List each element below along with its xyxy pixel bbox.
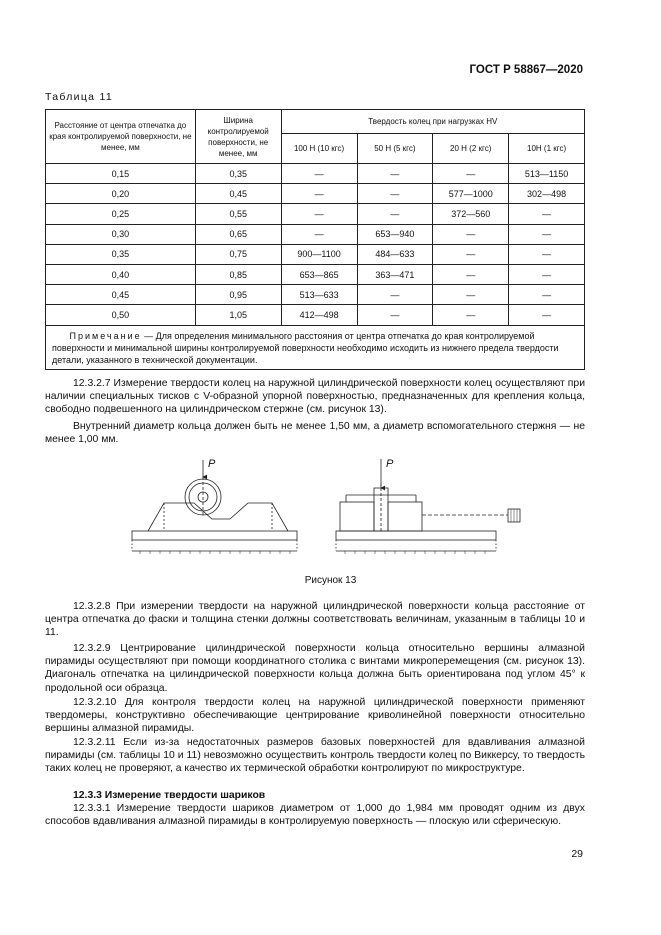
table-cell: —: [509, 264, 585, 284]
table-row: [46, 184, 585, 204]
table-cell: 0,50: [46, 305, 196, 325]
left-vise-view: [132, 460, 297, 554]
table-cell: 363—471: [357, 264, 433, 284]
paragraph-12-3-2-8: 12.3.2.8 При измерении твердости на наружной цилиндрической поверхности кольца расстояние от центра отпечатка до фаски и толщина стенки должны соответствовать величинам, указанным в таблицы 10 и 11.: [45, 601, 585, 639]
paragraph-12-3-2-10: 12.3.2.10 Для контроля твердости колец на наружной цилиндрической поверхности применяют твердомеры, конструктивно обеспечивающие центрирование криволинейной поверхности относительно вершины алмазной пирамиды.: [45, 697, 585, 735]
table-cell: —: [433, 244, 509, 264]
table-cell: —: [509, 285, 585, 305]
table-cell: 0,85: [195, 264, 281, 284]
table-row: [46, 244, 585, 264]
page-number: 29: [571, 848, 583, 860]
figure-caption: Рисунок 13: [304, 575, 357, 586]
note-text: — Для определения минимального расстояния от центра отпечатка до края контролируемой поверхности и минимальной ширины контролируемой поверхности необходимо исходить из нижнего предела твердости детали, указанного в технической документации.: [52, 330, 559, 365]
table-cell: 1,05: [195, 305, 281, 325]
table-cell: 0,45: [195, 184, 281, 204]
table-cell: 0,30: [46, 224, 196, 244]
table-row: [46, 264, 585, 284]
table-cell: 0,55: [195, 204, 281, 224]
table-cell: 0,45: [46, 285, 196, 305]
table-row: [46, 224, 585, 244]
force-label-left: P: [208, 458, 216, 470]
table-cell: —: [281, 164, 357, 184]
paragraph-inner-diameter: Внутренний диаметр кольца должен быть не менее 1,50 мм, а диаметр вспомогательного стержня — не менее 1,00 мм.: [45, 421, 585, 446]
table-note-row: [46, 325, 585, 369]
section-heading-12-3-3: 12.3.3 Измерение твердости шариков: [73, 790, 266, 801]
table-cell: —: [357, 305, 433, 325]
table-cell: —: [509, 244, 585, 264]
paragraph-12-3-2-11: 12.3.2.11 Если из-за недостаточных размеров базовых поверхностей для вдавливания алмазной пирамиды (см. таблицы 10 и 11) невозможно осуществить контроль твердости колец по Виккерсу, то твердость таких колец не проверяют, а качество их термической обработки контролируют по микроструктуре.: [45, 737, 585, 775]
table-cell: —: [433, 224, 509, 244]
right-vise-view: [336, 459, 520, 554]
table-cell: —: [357, 184, 433, 204]
col-width-header: Ширина контролируемой поверхности, не менее, мм: [195, 110, 281, 164]
col-distance-header: Расстояние от центра отпечатка до края контролируемой поверхности, не менее, мм: [46, 110, 196, 164]
load-header: 50 Н (5 кгс): [357, 134, 433, 164]
table-cell: 302—498: [509, 184, 585, 204]
table-cell: —: [281, 224, 357, 244]
table-cell: —: [509, 204, 585, 224]
force-label-right: P: [386, 458, 394, 470]
table-cell: —: [357, 285, 433, 305]
table-row: [46, 204, 585, 224]
table-cell: 513—633: [281, 285, 357, 305]
load-header: 20 Н (2 кгс): [433, 134, 509, 164]
table-cell: —: [281, 204, 357, 224]
table-cell: 653—865: [281, 264, 357, 284]
table-row: [46, 164, 585, 184]
note-label: Примечание: [69, 330, 142, 341]
table-caption: Таблица 11: [45, 91, 113, 103]
table-cell: 0,40: [46, 264, 196, 284]
load-header: 10Н (1 кгс): [509, 134, 585, 164]
table-cell: 0,25: [46, 204, 196, 224]
table-cell: 0,65: [195, 224, 281, 244]
table-cell: —: [433, 285, 509, 305]
paragraph-12-3-2-9: 12.3.2.9 Центрирование цилиндрической поверхности кольца относительно вершины алмазной пирамиды осуществляют при помощи координатного столика с винтами микроперемещения (см. рисунок 13). Диагональ отпечатка на цилиндрической поверхности кольца должна быть ориентирована под углом 45° к продольной оси образца.: [45, 643, 585, 694]
table-cell: 372—560: [433, 204, 509, 224]
table-cell: —: [433, 264, 509, 284]
table-cell: 513—1150: [509, 164, 585, 184]
table-cell: 0,75: [195, 244, 281, 264]
table-cell: —: [281, 184, 357, 204]
hardness-group-header: Твердость колец при нагрузках HV: [281, 110, 584, 134]
table-cell: 412—498: [281, 305, 357, 325]
table-cell: —: [509, 224, 585, 244]
table-cell: —: [357, 204, 433, 224]
table-cell: 653—940: [357, 224, 433, 244]
table-cell: 900—1100: [281, 244, 357, 264]
figure-13-diagram: [120, 455, 540, 570]
table-cell: 577—1000: [433, 184, 509, 204]
table-cell: 0,15: [46, 164, 196, 184]
table-row: [46, 305, 585, 325]
table-cell: —: [433, 305, 509, 325]
hardness-table: [45, 109, 585, 370]
table-cell: 0,35: [46, 244, 196, 264]
table-cell: —: [433, 164, 509, 184]
load-header: 100 Н (10 кгс): [281, 134, 357, 164]
paragraph-12-3-2-7: 12.3.2.7 Измерение твердости колец на наружной цилиндрической поверхности колец осуществляют при наличии специальных тисков с V-образной упорной поверхностью, предназначенных для крепления кольца, свободно подвешенного на цилиндрическом стержне (см. рисунок 13).: [45, 378, 585, 416]
paragraph-12-3-3-1: 12.3.3.1 Измерение твердости шариков диаметром от 1,000 до 1,984 мм проводят одним из двух способов вдавливания алмазной пирамиды в контролируемую поверхность — плоскую или сферическую.: [45, 803, 585, 828]
table-row: [46, 285, 585, 305]
table-cell: 0,35: [195, 164, 281, 184]
table-cell: —: [357, 164, 433, 184]
document-standard-number: ГОСТ Р 58867—2020: [469, 64, 583, 76]
table-cell: 0,20: [46, 184, 196, 204]
table-cell: —: [509, 305, 585, 325]
table-note: [46, 325, 585, 369]
table-cell: 0,95: [195, 285, 281, 305]
table-cell: 484—633: [357, 244, 433, 264]
